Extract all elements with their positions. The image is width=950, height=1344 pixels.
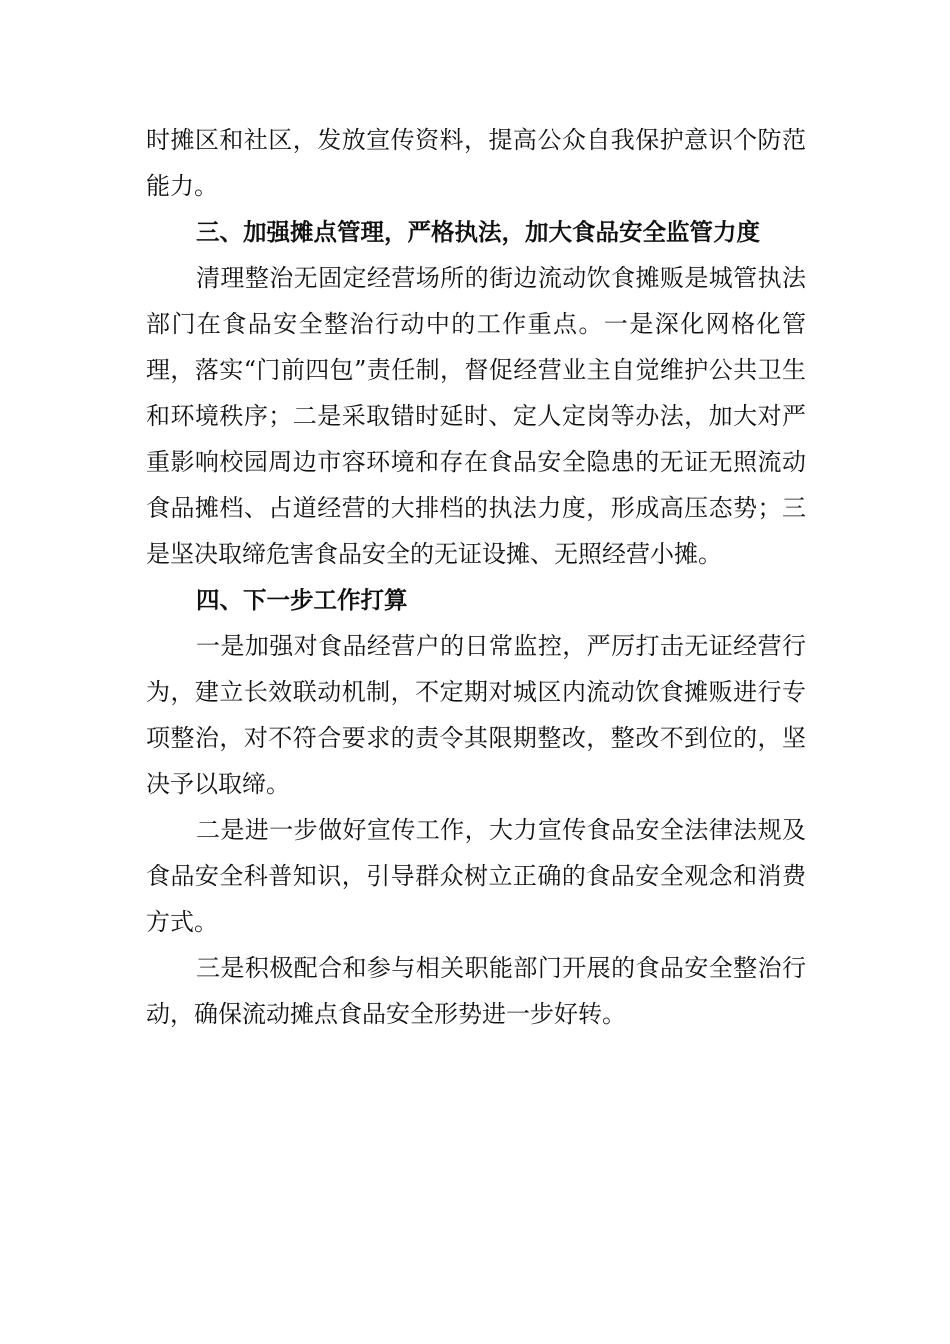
document-body — [146, 117, 806, 1037]
paragraph-stall-management: 清理整治无固定经营场所的街边流动饮食摊贩是城管执法部门在食品安全整治行动中的工作重点。一是深化网格化管理，落实“门前四包”责任制，督促经营业主自觉维护公共卫生和环境秩序；二是采取错时延时、定人定岗等办法，加大对严重影响校园周边市容环境和存在食品安全隐患的无证无照流动食品摊档、占道经营的大排档的执法力度，形成高压态势；三是坚决取缔危害食品安全的无证设摊、无照经营小摊。 — [146, 264, 806, 568]
section-heading-3: 三、加强摊点管理，严格执法，加大食品安全监管力度 — [196, 218, 760, 246]
paragraph-continuation: 时摊区和社区，发放宣传资料，提高公众自我保护意识个防范能力。 — [146, 126, 806, 200]
paragraph-plan-3: 三是积极配合和参与相关职能部门开展的食品安全整治行动，确保流动摊点食品安全形势进一步好转。 — [146, 954, 806, 1028]
paragraph-plan-2: 二是进一步做好宣传工作，大力宣传食品安全法律法规及食品安全科普知识，引导群众树立正确的食品安全观念和消费方式。 — [146, 816, 806, 936]
paragraph-plan-1: 一是加强对食品经营户的日常监控，严厉打击无证经营行为，建立长效联动机制，不定期对城区内流动饮食摊贩进行专项整治，对不符合要求的责令其限期整改，整改不到位的，坚决予以取缔。 — [146, 632, 806, 798]
section-heading-4: 四、下一步工作打算 — [196, 586, 408, 614]
